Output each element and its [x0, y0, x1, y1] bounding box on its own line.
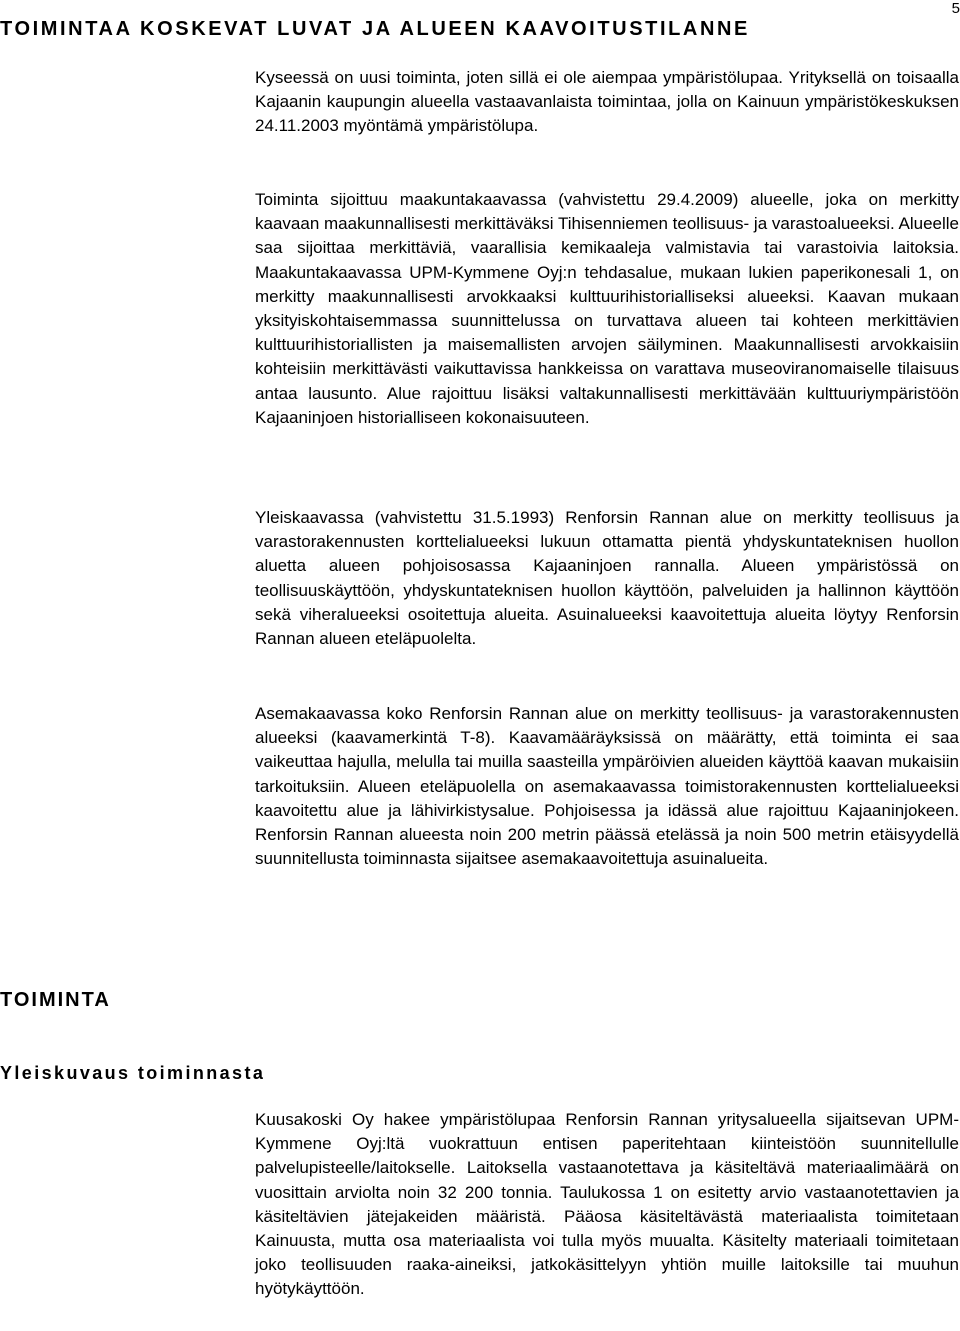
paragraph-detailed-plan: Asemakaavassa koko Renforsin Rannan alue on merkitty teollisuus- ja varastorakennusten alueeksi (kaavamerkintä T-8). Kaavamääräyksissä on määrätty, että toiminta ei saa vaikeuttaa hajulla, melulla tai muilla saasteilla ympäröivien alueiden käyttöä kaavan mukaisiin tarkoituksiin. Alueen eteläpuolella on asemakaavassa toimistorakennusten korttelialueeksi kaavoitettu alue ja lähivirkistysalue. Pohjoisessa ja idässä alue rajoittuu Kajaaninjokeen. Renforsin Rannan alueesta noin 200 metrin päässä etelässä ja noin 500 metrin etäisyydellä suunnitellusta toiminnasta sijaitsee asemakaavoitettuja asuinalueita. — [255, 704, 959, 869]
paragraph-regional-plan: Toiminta sijoittuu maakuntakaavassa (vahvistettu 29.4.2009) alueelle, joka on merkitty kaavaan maakunnallisesti merkittäväksi Tihisenniemen teollisuus- ja varastoalueeksi. Alueelle saa sijoittaa merkittäviä, vaarallisia kemikaaleja valmistavia tai varastoivia laitoksia. Maakuntakaavassa UPM-Kymmene Oyj:n tehdasalue, mukaan lukien paperikonesali 1, on merkitty maakunnallisesti arvokkaaksi kulttuurihistorialliseksi alueeksi. Kaavan mukaan yksityiskohtaisemmassa suunnittelussa on turvattava alueen tai kohteen merkittävien kulttuurihistoriallisten ja maisemallisten arvojen säilyminen. Maakunnallisesti arvokkaisiin kohteisiin merkittävästi vaikuttavissa hankkeissa on varattava museoviranomaiselle tilaisuus antaa lausunto. Alue rajoittuu lisäksi valtakunnallisesti merkittävään kulttuuriympäristöön Kajaaninjoen historialliseen kokonaisuuteen. — [255, 190, 959, 427]
subsection-heading-overview: Yleiskuvaus toiminnasta — [0, 1063, 266, 1083]
paragraph-operation-overview: Kuusakoski Oy hakee ympäristölupaa Renforsin Rannan yritysalueella sijaitsevan UPM-Kymmene Oyj:ltä vuokrattuun entisen paperitehtaan kiinteistöön suunnitellulle palvelupisteelle/laitokselle. Laitoksella vastaanotettava ja käsiteltävä materiaalimäärä on vuosittain arviolta noin 32 200 tonnia. Taulukossa 1 on esitetty arvio vastaanotettavien ja käsiteltävien jätejakeiden määristä. Pääosa käsiteltävästä materiaalista toimitetaan Kainuusta, mutta osa materiaalista voi tulla myös muualta. Käsitelty materiaali toimitetaan joko teollisuuden raaka-aineiksi, jatkokäsittelyyn yhtiön muille laitoksille tai muuhun hyötykäyttöön. — [255, 1110, 959, 1299]
page-number: 5 — [951, 0, 960, 17]
section-heading-toiminta: TOIMINTA — [0, 989, 111, 1011]
paragraph-permit-status: Kyseessä on uusi toiminta, joten sillä ei ole aiempaa ympäristölupaa. Yrityksellä on toisaalla Kajaanin kaupungin alueella vastaavanlaista toimintaa, jolla on Kainuun ympäristökeskuksen 24.11.2003 myöntämä ympäristölupa. — [255, 68, 959, 136]
paragraph-master-plan: Yleiskaavassa (vahvistettu 31.5.1993) Renforsin Rannan alue on merkitty teollisuus ja varastorakennusten korttelialueeksi lukuun ottamatta pientä yhdyskuntateknisen huollon aluetta alueen pohjoisosassa Kajaaninjoen rannalla. Alueen ympäristössä on teollisuuskäyttöön, yhdyskuntateknisen huollon käyttöön, palveluiden ja hallinnon käyttöön sekä viheralueeksi osoitettuja alueita. Asuinalueeksi kaavoitettuja alueita löytyy Renforsin Rannan alueen eteläpuolelta. — [255, 508, 959, 649]
main-heading: TOIMINTAA KOSKEVAT LUVAT JA ALUEEN KAAVOITUSTILANNE — [0, 18, 751, 40]
